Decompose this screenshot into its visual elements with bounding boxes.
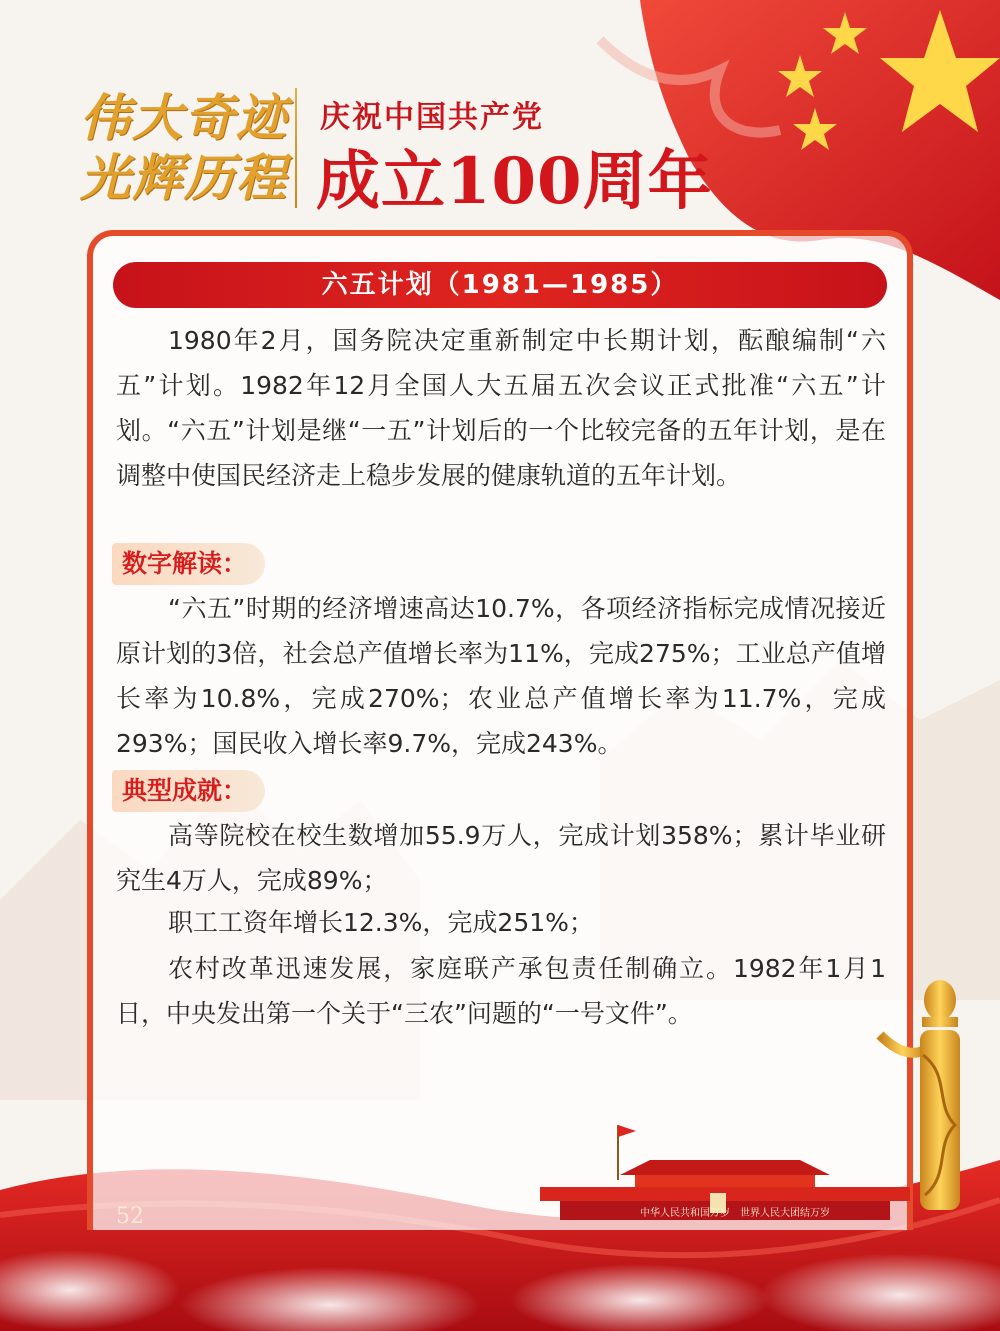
gate-banner-right: 世界人民大团结万岁 [740, 1208, 830, 1219]
achievements-label: 典型成就： [112, 770, 265, 812]
section-title-banner: 六五计划（1981—1985） [113, 262, 887, 308]
numbers-label: 数字解读： [112, 543, 265, 585]
slogan [80, 88, 288, 208]
slogan-line-2: 光辉历程 [80, 148, 288, 207]
numbers-paragraph: “六五”时期的经济增速高达10.7%，各项经济指标完成情况接近原计划的3倍，社会总产值增长率为11%，完成275%；工业总产值增长率为10.8%，完成270%；农业总产值增长率为11.7%，完成293%；国民收入增长率9.7%，完成243%。 [116, 594, 886, 758]
huabiao-column [880, 980, 960, 1210]
gate-banner-left: 中华人民共和国万岁 [640, 1208, 730, 1219]
page-number: 52 [116, 1204, 144, 1229]
achievement-item: 职工工资年增长12.3%，完成251%； [168, 908, 594, 937]
header-title: 成立100周年 [316, 144, 713, 219]
achievement-item: 高等院校在校生数增加55.9万人，完成计划358%；累计毕业研究生4万人，完成89%； [116, 821, 886, 895]
page-header [80, 80, 780, 220]
intro-paragraph: 1980年2月，国务院决定重新制定中长期计划，酝酿编制“六五”计划。1982年12月全国人大五届五次会议正式批准“六五”计划。“六五”计划是继“一五”计划后的一个比较完备的五年计划，是在调整中使国民经济走上稳步发展的健康轨道的五年计划。 [116, 326, 886, 490]
slogan-line-1: 伟大奇迹 [80, 88, 288, 147]
achievement-item: 农村改革迅速发展，家庭联产承包责任制确立。1982年1月1日，中央发出第一个关于“三农”问题的“一号文件”。 [116, 954, 886, 1028]
header-divider [295, 88, 297, 208]
header-subtitle: 庆祝中国共产党 [320, 100, 544, 135]
